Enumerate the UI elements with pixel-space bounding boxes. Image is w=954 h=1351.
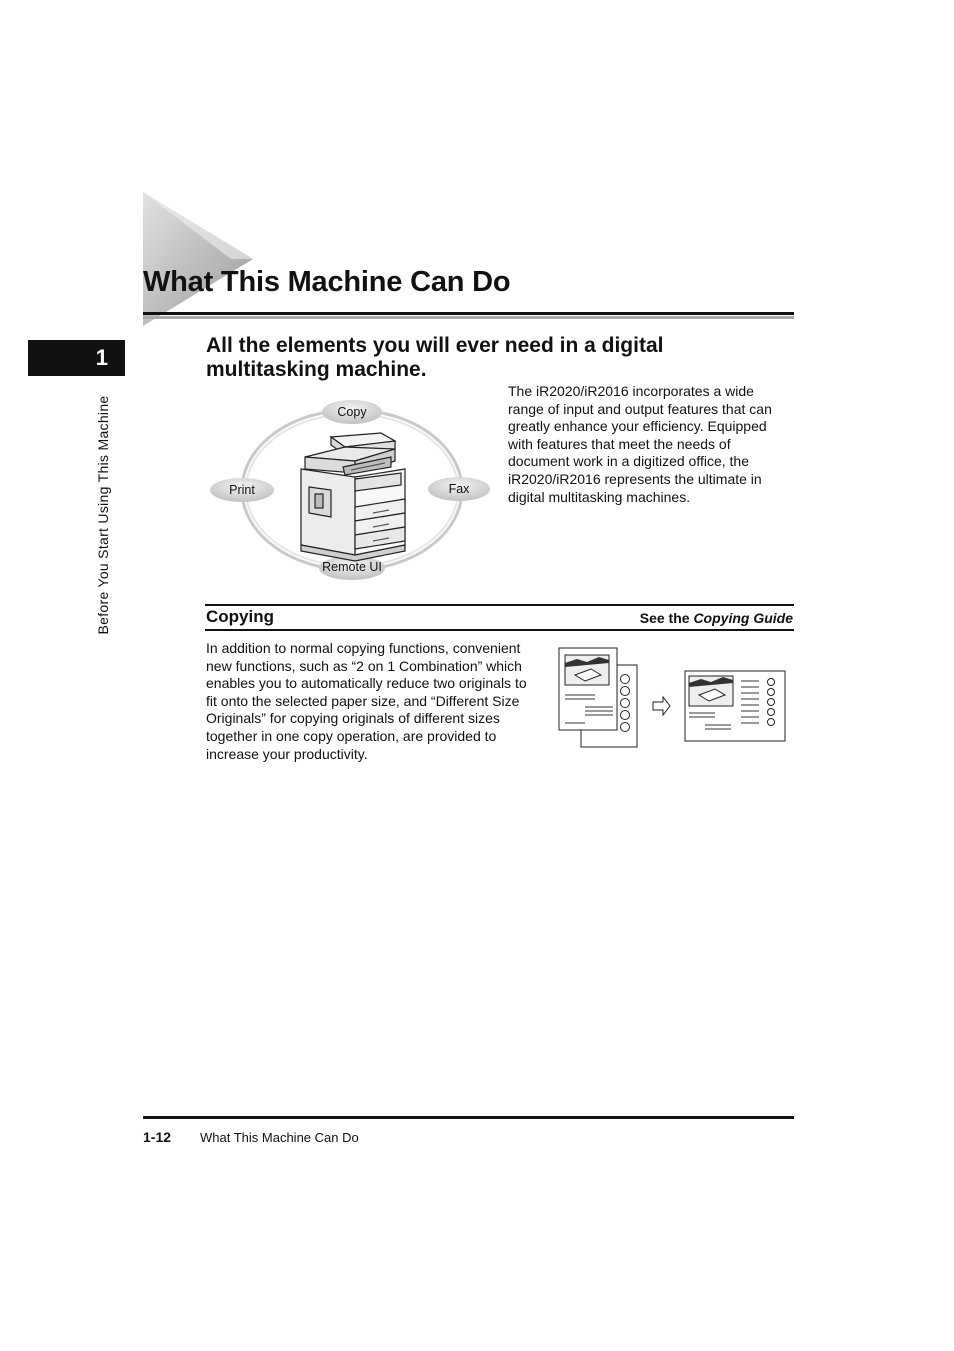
remote-ui-label: Remote UI (322, 560, 382, 574)
guide-reference-prefix: See the (639, 610, 690, 626)
copy-label: Copy (337, 405, 367, 419)
section-triangle-icon (143, 192, 253, 326)
subsection-rule-bottom (205, 629, 794, 631)
subsection-title: Copying (206, 607, 274, 626)
two-on-one-illustration (555, 645, 795, 750)
copier-illustration (301, 433, 405, 561)
title-divider (143, 312, 794, 315)
page-number: 1-12 (143, 1129, 172, 1145)
guide-reference-title[interactable]: Copying Guide (693, 610, 793, 626)
page-title: What This Machine Can Do (143, 266, 511, 298)
section-heading: All the elements you will ever need in a digital multitasking machine. (206, 334, 664, 381)
print-label: Print (229, 483, 255, 497)
right-arrow-icon (653, 697, 670, 715)
footer-rule (143, 1116, 794, 1119)
chapter-tab[interactable]: 1 (28, 340, 125, 376)
guide-reference[interactable] (640, 610, 793, 626)
copying-paragraph: In addition to normal copying functions, convenient new functions, such as “2 on 1 Combination” which enables you to automatically reduce two originals to fit onto the selected paper size, and “Different Size Originals” for copying originals of different sizes together in one copy operation, are provided to increase your productivity. (206, 640, 527, 762)
fax-label: Fax (448, 482, 470, 496)
title-divider-shadow (143, 316, 794, 319)
subsection-rule-top (205, 604, 794, 606)
features-diagram (205, 395, 497, 585)
chapter-title-vertical: Before You Start Using This Machine (95, 395, 111, 635)
running-title: What This Machine Can Do (200, 1130, 359, 1145)
intro-paragraph: The iR2020/iR2016 incorporates a wide range of input and output features that can greatly enhance your efficiency. Equipped with features that meet the needs of document work in a digitized office, the iR2020/iR2016 represents the ultimate in digital multitasking machines. (508, 383, 772, 505)
